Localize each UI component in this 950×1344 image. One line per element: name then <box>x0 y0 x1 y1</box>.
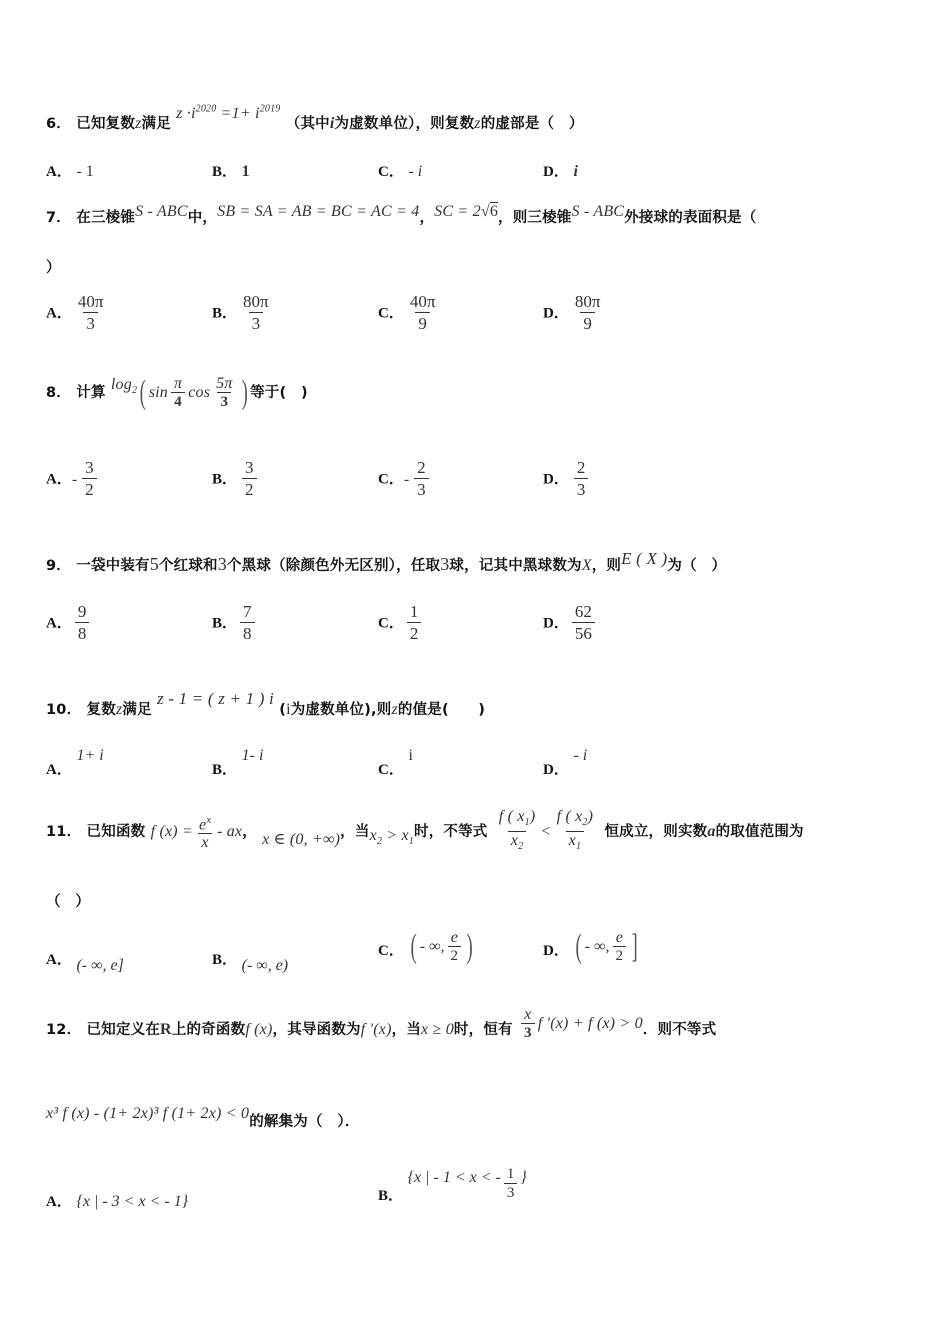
question-text: 已知定义在 <box>86 1022 161 1038</box>
option-b[interactable]: B． 1- i <box>212 747 264 778</box>
option-a[interactable]: A．- $\frac{3}{2}$ <box>46 458 100 501</box>
question-number: 9 <box>46 558 57 574</box>
question-text: 外接球的表面积是（ <box>624 210 757 226</box>
question-7: 7． 在三棱锥S - ABC中，SB = SA = AB = BC = AC = 4，SC = 2√6，则三棱锥S - ABC外接球的表面积是（ <box>46 203 757 226</box>
question-text: 的取值范围为 <box>715 824 804 841</box>
question-text: 计算 <box>76 385 106 401</box>
question-text: 已知函数 <box>86 824 146 841</box>
question-7-continued: ） <box>46 260 61 276</box>
option-c[interactable]: C． i <box>378 747 413 778</box>
option-b[interactable]: B． (- ∞, e) <box>212 952 289 974</box>
option-d[interactable]: D． $\frac{80\pi}{9}$ <box>543 292 601 333</box>
math-var: a <box>707 823 716 841</box>
question-text: 球，记其中黑球数为 <box>449 558 582 574</box>
math-expression: $z \cdot i^{2020} =1+ i^{2019}$ <box>176 103 281 122</box>
question-12-continued <box>46 1105 360 1131</box>
math-expression: x ∈ (0, +∞) <box>262 831 341 849</box>
question-text: 个红球和 <box>158 558 218 574</box>
question-text: 在三棱锥 <box>76 210 136 226</box>
option-d[interactable]: D． - i <box>543 747 588 778</box>
question-text: 已知复数 <box>76 116 136 132</box>
question-text: 的值是( ) <box>397 702 486 718</box>
math-expression: $x_2 > x_1$ <box>369 827 414 848</box>
math-expression: z - 1 = ( z + 1 ) i <box>157 689 274 708</box>
question-text: ，当 <box>340 824 370 841</box>
math-expression: SC = 2√6 <box>434 203 499 220</box>
math-expression: SB = SA = AB = BC = AC = 4 <box>217 203 420 220</box>
math-operator: < <box>541 823 551 841</box>
question-number: 11 <box>46 824 67 841</box>
option-c[interactable]: C． $\frac{1}{2}$ <box>378 602 424 645</box>
math-number: 3 <box>440 554 450 574</box>
option-d[interactable]: D． ( - ∞, $\frac{e}{2}$ ] <box>543 928 638 965</box>
question-9: 9． 一袋中装有5个红球和3个黑球（除颜色外无区别），任取3球，记其中黑球数为X，则E ( X )为（ ） <box>46 549 727 574</box>
option-a[interactable]: A． $\frac{9}{8}$ <box>46 602 92 645</box>
math-expression: f ′(x) <box>360 1021 392 1038</box>
question-number: 10 <box>46 702 67 718</box>
question-text: ，则三棱锥 <box>498 210 572 226</box>
option-b[interactable]: B． $\frac{80\pi}{3}$ <box>212 292 269 333</box>
option-d[interactable]: D． $\frac{2}{3}$ <box>543 458 591 501</box>
question-11-continued: （ ） <box>46 894 91 910</box>
question-number: 12 <box>46 1022 67 1038</box>
question-text: 一袋中装有 <box>76 558 150 574</box>
question-text: 的解集为（ ）． <box>249 1114 360 1130</box>
question-text: 个黑球（除颜色外无区别），任取 <box>226 558 441 574</box>
math-var: i <box>286 701 291 718</box>
question-text: （其中 <box>285 116 330 132</box>
option-b[interactable]: B． 1 <box>212 163 250 180</box>
question-text: 时，不等式 <box>414 824 488 841</box>
option-c[interactable]: C． $\frac{40\pi}{9}$ <box>378 292 436 333</box>
math-expression: E ( X ) <box>621 549 668 568</box>
question-text: ， <box>419 210 435 226</box>
question-text: 时，恒有 <box>453 1022 513 1038</box>
option-c[interactable]: C． - i <box>378 163 423 180</box>
question-number: 8 <box>46 385 57 401</box>
option-a[interactable]: A． 1+ i <box>46 747 104 778</box>
math-var: z <box>115 701 123 718</box>
question-text: ，则 <box>591 558 622 574</box>
math-expression: f ′(x) + f (x) > 0 <box>537 1015 643 1032</box>
math-expression: x³ f (x) - (1+ 2x)³ f (1+ 2x) < 0 <box>46 1105 250 1122</box>
option-a[interactable]: A． - 1 <box>46 163 94 180</box>
option-b[interactable]: B． $\frac{7}{8}$ <box>212 602 258 645</box>
math-expression: f (x) = <box>150 823 194 841</box>
question-text: ， <box>242 824 257 841</box>
question-text: ．则不等式 <box>642 1022 717 1038</box>
math-func: sin <box>148 384 168 401</box>
option-b[interactable]: B． {x | - 1 < x < - $\frac{1}{3}$ } <box>378 1166 527 1204</box>
option-d[interactable]: D． i <box>543 163 578 180</box>
question-number: 6 <box>46 116 57 132</box>
question-11: 11． 已知函数 f (x) = $\frac{e^x}{x}$ - ax， x ∈ (0, +∞)，当$x_2 > x_1$时，不等式 $\frac{f ( x_1)}{x_2}$ < $\frac{f ( x_2)}{x_1}$ 恒成立，则实数a的取值范围为 <box>46 808 804 856</box>
math-var: z <box>135 115 142 132</box>
math-expression: f (x) <box>245 1021 273 1038</box>
question-8: 8． 计算 $\log_2$( sin $\frac{\pi}{4}$ cos $\frac{5\pi}{3}$ ) 等于( ) <box>46 374 308 411</box>
question-text: 为虚数单位），则复数 <box>334 116 475 132</box>
option-c[interactable]: C． ( - ∞, $\frac{e}{2}$ ) <box>378 928 473 965</box>
question-text: 上的奇函数 <box>171 1022 246 1038</box>
option-b[interactable]: B． $\frac{3}{2}$ <box>212 458 260 501</box>
math-number: 3 <box>217 554 227 574</box>
option-d[interactable]: D． $\frac{62}{56}$ <box>543 602 598 645</box>
question-6: 6． 已知复数z满足 $z \cdot i^{2020} =1+ i^{2019}$ （其中i为虚数单位），则复数z的虚部是（ ） <box>46 103 584 132</box>
math-func: cos <box>188 384 211 401</box>
question-text: 的虚部是（ ） <box>480 116 584 132</box>
question-10: 10． 复数z满足 z - 1 = ( z + 1 ) i (i为虚数单位),则z的值是( ) <box>46 689 486 718</box>
question-text: 复数 <box>86 702 116 718</box>
question-text: ( <box>279 702 287 718</box>
question-text: 为（ ） <box>667 558 727 574</box>
option-c[interactable]: C．- $\frac{2}{3}$ <box>378 458 432 501</box>
question-text: ，其导函数为 <box>272 1022 361 1038</box>
math-var: i <box>329 115 335 132</box>
math-set: R <box>160 1021 172 1038</box>
math-var: X <box>581 557 592 574</box>
math-expression: S - ABC <box>571 203 625 220</box>
question-text: 等于( ) <box>250 385 308 401</box>
math-var: z <box>474 115 481 132</box>
math-expression: x ≥ 0 <box>421 1021 454 1038</box>
math-var: z <box>391 701 398 718</box>
question-text: 满足 <box>141 116 171 132</box>
question-text: 为虚数单位),则 <box>290 702 392 718</box>
option-a[interactable]: A． (- ∞, e] <box>46 952 124 974</box>
math-expression: $\log_2$ <box>110 376 138 397</box>
option-a[interactable]: A． $\frac{40\pi}{3}$ <box>46 292 104 333</box>
math-expression: - ax <box>216 823 243 841</box>
question-number: 7 <box>46 210 57 226</box>
question-text: 恒成立，则实数 <box>604 824 708 841</box>
question-12: 12． 已知定义在R上的奇函数f (x)，其导函数为f ′(x)，当x ≥ 0时，恒有 $\frac{x}{3}$ f ′(x) + f (x) > 0．则不等式 <box>46 1006 717 1041</box>
option-a[interactable]: A． {x | - 3 < x < - 1} <box>46 1193 189 1210</box>
question-text: 中， <box>187 210 218 226</box>
math-number: 5 <box>149 554 159 574</box>
question-text: 满足 <box>122 702 152 718</box>
math-expression: S - ABC <box>135 203 188 220</box>
question-text: ，当 <box>391 1022 422 1038</box>
